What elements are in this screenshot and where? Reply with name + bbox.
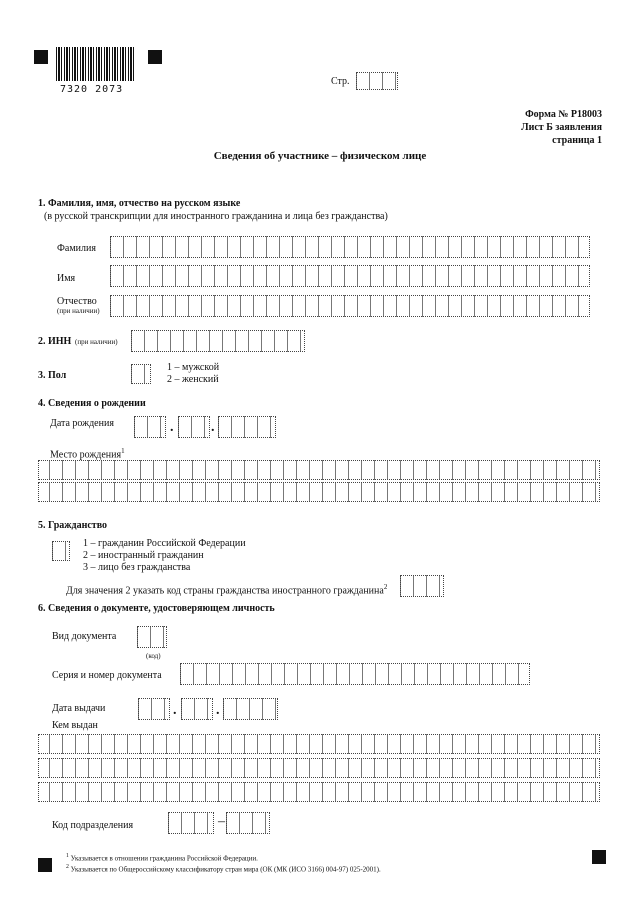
footnote-2-mark: 2 [66, 864, 69, 870]
section-3-heading: 3. Пол [38, 370, 67, 381]
gender-option-male: 1 – мужской [167, 362, 220, 373]
dept-code-part-1[interactable] [168, 812, 214, 834]
barcode-number: 7320 2073 [60, 84, 124, 95]
corner-marker-top-left [34, 50, 48, 64]
corner-marker-bottom-right [592, 850, 606, 864]
name-field[interactable] [110, 265, 590, 287]
dept-code-separator: – [218, 814, 225, 829]
inn-note: (при наличии) [75, 338, 118, 346]
corner-marker-bottom-left [38, 858, 52, 872]
dept-code-part-2[interactable] [226, 812, 270, 834]
form-page: страница 1 [552, 135, 602, 146]
gender-option-female: 2 – женский [167, 374, 219, 385]
barcode [56, 47, 136, 81]
dept-code-label: Код подразделения [52, 820, 134, 831]
surname-label: Фамилия [57, 243, 96, 254]
issued-by-line-1[interactable] [38, 734, 600, 754]
birth-date-label: Дата рождения [50, 418, 114, 429]
section-6-heading: 6. Сведения о документе, удостоверяющем личность [38, 603, 275, 614]
doc-type-field[interactable] [137, 626, 167, 648]
doc-type-label: Вид документа [52, 631, 117, 642]
birth-place-line-2[interactable] [38, 482, 600, 502]
country-code-field[interactable] [400, 575, 444, 597]
country-code-footnote-mark: 2 [383, 583, 388, 591]
footnote-2: $^2$ Указывается по Общероссийскому классификатору стран мира (ОК (МК (ИСО 3166) 004-97) 025-2001). [66, 864, 381, 874]
name-label: Имя [57, 273, 76, 284]
patronymic-note: (при наличии) [57, 307, 100, 315]
page-title: Сведения об участнике – физическом лице [213, 150, 427, 162]
doc-type-code-note: (код) [146, 652, 161, 660]
corner-marker-top-right [148, 50, 162, 64]
issue-month-field[interactable] [181, 698, 213, 720]
birth-year-field[interactable] [218, 416, 276, 438]
issue-date-separator-1: . [173, 703, 177, 718]
form-sheet: Лист Б заявления [521, 122, 602, 133]
issued-by-line-2[interactable] [38, 758, 600, 778]
birth-date-separator-2: . [211, 420, 215, 435]
issue-day-field[interactable] [138, 698, 170, 720]
page-number-field[interactable] [356, 72, 398, 90]
surname-field[interactable] [110, 236, 590, 258]
footnote-1-mark: 1 [66, 853, 69, 859]
patronymic-field[interactable] [110, 295, 590, 317]
doc-series-field[interactable] [180, 663, 530, 685]
birth-date-separator-1: . [170, 420, 174, 435]
citizenship-field[interactable] [52, 541, 70, 561]
footnote-1: $^1$ Указывается в отношении гражданина Российской Федерации. [66, 853, 258, 863]
gender-field[interactable] [131, 364, 151, 384]
birth-place-line-1[interactable] [38, 460, 600, 480]
issued-by-label: Кем выдан [52, 720, 98, 731]
patronymic-label: Отчество [57, 296, 97, 307]
birth-month-field[interactable] [178, 416, 210, 438]
form-number: Форма № Р18003 [525, 109, 602, 120]
doc-series-label: Серия и номер документа [52, 670, 162, 681]
citizenship-option-stateless: 3 – лицо без гражданства [83, 562, 191, 573]
section-1-heading: 1. Фамилия, имя, отчество на русском языке [38, 198, 241, 209]
citizenship-option-russian: 1 – гражданин Российской Федерации [83, 538, 246, 549]
country-code-note: Для значения 2 указать код страны гражданства иностранного гражданина$^2$ [66, 583, 388, 597]
birth-place-footnote-mark: 1 [121, 447, 125, 455]
section-1-subheading: (в русской транскрипции для иностранного гражданина и лица без гражданства) [44, 211, 388, 222]
citizenship-option-foreign: 2 – иностранный гражданин [83, 550, 204, 561]
birth-place-label: Место рождения$^1$ [50, 447, 125, 461]
birth-day-field[interactable] [134, 416, 166, 438]
issue-date-label: Дата выдачи [52, 703, 106, 714]
inn-field[interactable] [131, 330, 305, 352]
page-label: Стр. [331, 76, 350, 87]
issue-year-field[interactable] [223, 698, 278, 720]
issue-date-separator-2: . [216, 703, 220, 718]
section-4-heading: 4. Сведения о рождении [38, 398, 146, 409]
issued-by-line-3[interactable] [38, 782, 600, 802]
section-5-heading: 5. Гражданство [38, 520, 108, 531]
section-2-heading: 2. ИНН [38, 336, 72, 347]
